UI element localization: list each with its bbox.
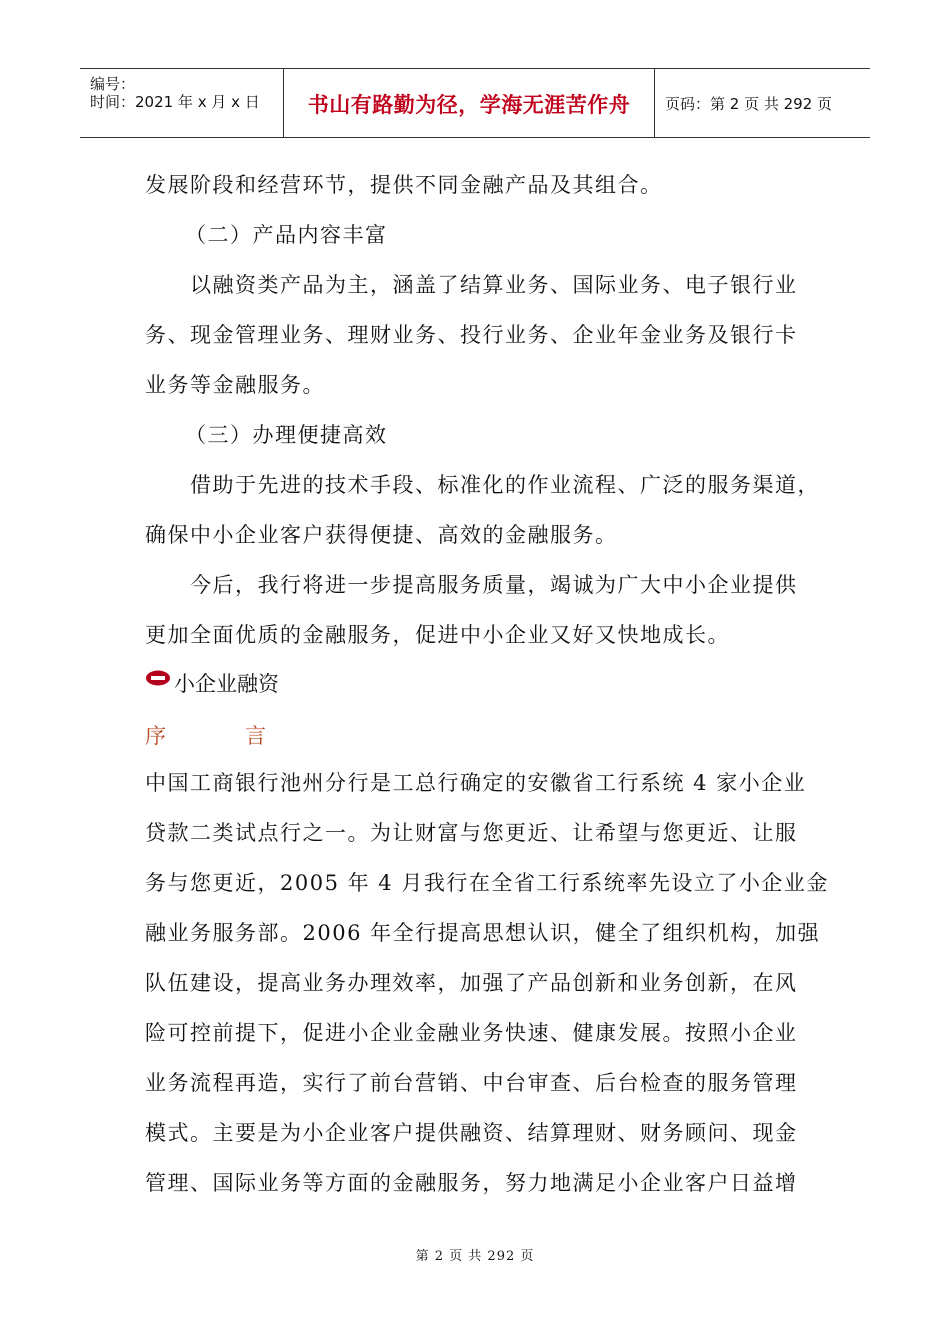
preface-line: 中国工商银行池州分行是工总行确定的安徽省工行系统 4 家小企业 bbox=[145, 771, 807, 795]
section-title-char-2: 言 bbox=[245, 724, 267, 748]
serial-number-label: 编号： bbox=[90, 75, 136, 93]
subsection-heading: （二）产品内容丰富 bbox=[185, 223, 388, 247]
body-line: 以融资类产品为主，涵盖了结算业务、国际业务、电子银行业 bbox=[190, 273, 798, 297]
page-footer: 第 2 页 共 292 页 bbox=[415, 1249, 535, 1264]
body-line: 更加全面优质的金融服务，促进中小企业又好又快地成长。 bbox=[145, 623, 730, 647]
body-line: 业务等金融服务。 bbox=[145, 373, 325, 397]
header-motto-cell bbox=[283, 69, 655, 137]
body-line: 借助于先进的技术手段、标准化的作业流程、广泛的服务渠道， bbox=[190, 473, 820, 497]
body-line: 务、现金管理业务、理财业务、投行业务、企业年金业务及银行卡 bbox=[145, 323, 798, 347]
section-title-char-1: 序 bbox=[145, 724, 167, 748]
body-line: 确保中小企业客户获得便捷、高效的金融服务。 bbox=[145, 523, 618, 547]
header-page-info: 页码：第 2 页 共 292 页 bbox=[665, 95, 833, 113]
preface-line: 业务流程再造，实行了前台营销、中台审查、后台检查的服务管理 bbox=[145, 1071, 798, 1095]
header-motto: 书山有路勤为径，学海无涯苦作舟 bbox=[307, 93, 631, 117]
date-label: 时间：2021 年 x 月 x 日 bbox=[90, 93, 260, 111]
header-meta-cell bbox=[80, 69, 282, 137]
body-line: 今后，我行将进一步提高服务质量，竭诚为广大中小企业提供 bbox=[190, 573, 798, 597]
preface-line: 险可控前提下，促进小企业金融业务快速、健康发展。按照小企业 bbox=[145, 1021, 798, 1045]
section-title bbox=[145, 720, 267, 750]
bullet-heading: 小企业融资 bbox=[174, 672, 279, 696]
preface-line: 管理、国际业务等方面的金融服务，努力地满足小企业客户日益增 bbox=[145, 1171, 798, 1195]
preface-line: 贷款二类试点行之一。为让财富与您更近、让希望与您更近、让服 bbox=[145, 821, 798, 845]
body-line: 发展阶段和经营环节，提供不同金融产品及其组合。 bbox=[145, 173, 663, 197]
header-page-cell bbox=[655, 69, 870, 137]
page-header bbox=[80, 68, 870, 138]
preface-line: 务与您更近，2005 年 4 月我行在全省工行系统率先设立了小企业金 bbox=[145, 871, 829, 895]
preface-line: 模式。主要是为小企业客户提供融资、结算理财、财务顾问、现金 bbox=[145, 1121, 798, 1145]
preface-line: 融业务服务部。2006 年全行提高思想认识，健全了组织机构，加强 bbox=[145, 921, 821, 945]
bullet-icon bbox=[145, 670, 171, 686]
preface-line: 队伍建设，提高业务办理效率，加强了产品创新和业务创新，在风 bbox=[145, 971, 798, 995]
subsection-heading: （三）办理便捷高效 bbox=[185, 423, 388, 447]
